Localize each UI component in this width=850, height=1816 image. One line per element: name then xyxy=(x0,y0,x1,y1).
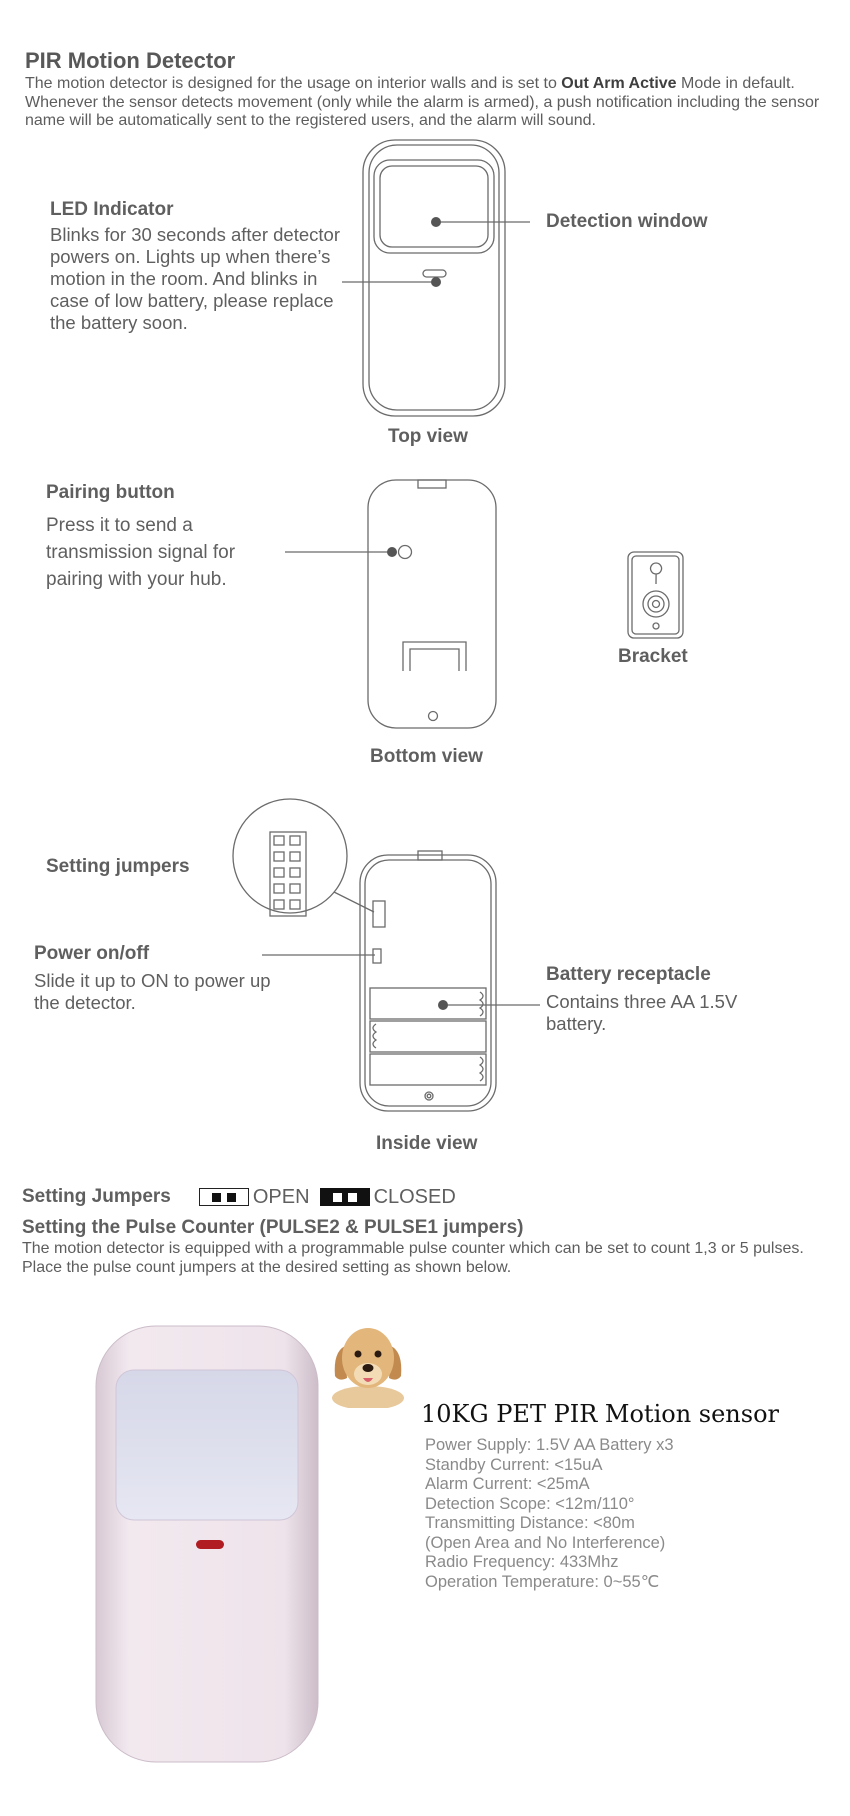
spec-item: (Open Area and No Interference) xyxy=(425,1533,666,1552)
jumper-open-icon xyxy=(199,1188,249,1206)
intro-mode-name: Out Arm Active xyxy=(561,75,677,92)
spec-item: Transmitting Distance: <80m xyxy=(425,1514,635,1532)
bracket-caption: Bracket xyxy=(618,646,688,667)
spec-item: Operation Temperature: 0~55℃ xyxy=(425,1572,660,1591)
jumper-closed-label: CLOSED xyxy=(373,1185,456,1208)
jumper-closed-icon xyxy=(320,1188,370,1206)
product-spec-list xyxy=(425,1436,674,1592)
spec-item: Detection Scope: <12m/110° xyxy=(425,1494,635,1513)
inside-view-device-illustration xyxy=(360,851,496,1111)
intro-text-start: The motion detector is designed for the usage on interior walls and is set to xyxy=(25,75,562,92)
inside-view-caption: Inside view xyxy=(376,1133,478,1154)
spec-item: Standby Current: <15uA xyxy=(425,1455,603,1474)
detection-window-label: Detection window xyxy=(546,211,708,232)
spec-item: Power Supply: 1.5V AA Battery x3 xyxy=(425,1436,674,1454)
pairing-button-description: Press it to send a transmission signal for pairing with your hub. xyxy=(46,515,236,590)
pulse-counter-title: Setting the Pulse Counter (PULSE2 & PULSE1 jumpers) xyxy=(22,1217,524,1238)
pulse-counter-description: The motion detector is equipped with a programmable pulse counter which can be set to count 1,3 or 5 pulses. Place the pulse count jumpers at the desired setting as shown below. xyxy=(22,1240,804,1276)
bracket-illustration xyxy=(628,552,683,638)
jumper-open-label: OPEN xyxy=(252,1185,310,1208)
sensor-product-image xyxy=(80,1318,330,1768)
battery-receptacle-description: Contains three AA 1.5V battery. xyxy=(546,991,738,1034)
jumper-legend-label: Setting Jumpers xyxy=(22,1186,171,1207)
jumper-legend xyxy=(22,1185,466,1209)
jumper-magnifier-illustration xyxy=(233,799,374,916)
setting-jumpers-title: Setting jumpers xyxy=(46,856,190,877)
led-indicator-title: LED Indicator xyxy=(50,199,174,220)
intro-text-end: Mode in default. Whenever the sensor detects movement (only while the alarm is armed), a push notification including the sensor name will be automatically sent to the registered users, and the alarm will sound. xyxy=(25,75,820,129)
power-switch-title: Power on/off xyxy=(34,943,150,964)
top-view-caption: Top view xyxy=(388,426,468,447)
battery-receptacle-title: Battery receptacle xyxy=(546,964,711,985)
bottom-view-device-illustration xyxy=(368,480,496,728)
spec-item: Alarm Current: <25mA xyxy=(425,1475,590,1493)
page-title: PIR Motion Detector xyxy=(25,48,236,73)
pairing-button-title: Pairing button xyxy=(46,482,175,503)
power-switch-description: Slide it up to ON to power up the detector. xyxy=(34,970,271,1013)
dog-image xyxy=(323,1318,413,1408)
bottom-view-caption: Bottom view xyxy=(370,746,483,767)
led-indicator-description: Blinks for 30 seconds after detector powers on. Lights up when there’s motion in the room. And blinks in case of low battery, please replace the battery soon. xyxy=(50,224,340,333)
spec-item: Radio Frequency: 433Mhz xyxy=(425,1553,619,1571)
product-spec-title: 10KG PET PIR Motion sensor xyxy=(421,1400,779,1428)
